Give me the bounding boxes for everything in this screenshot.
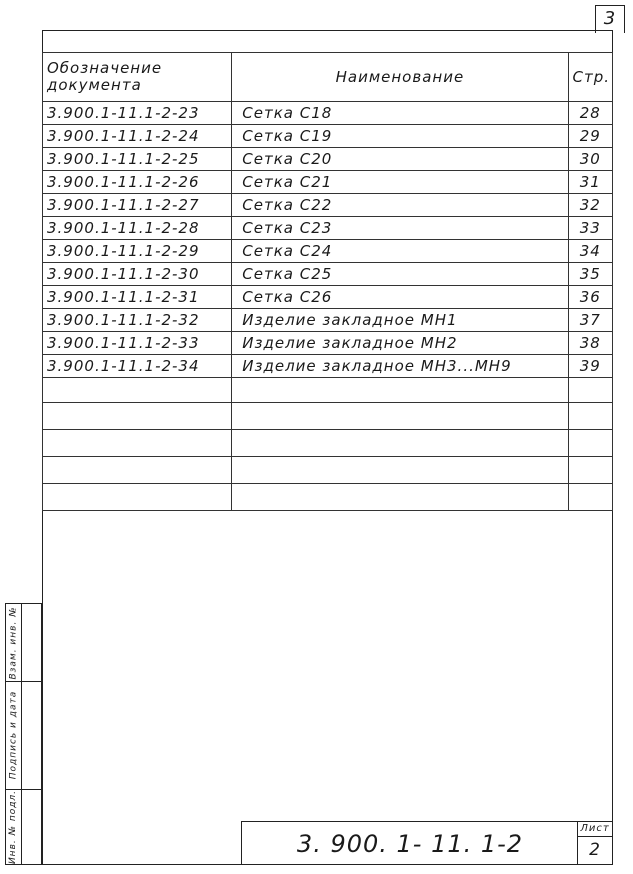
row-designation: 3.900.1-11.1-2-26 (43, 171, 232, 194)
empty-cell (568, 484, 613, 511)
row-page: 39 (568, 355, 613, 378)
row-page: 37 (568, 309, 613, 332)
row-name: Сетка С25 (232, 263, 568, 286)
row-designation: 3.900.1-11.1-2-25 (43, 148, 232, 171)
empty-cell (232, 430, 568, 457)
empty-cell (568, 403, 613, 430)
table-row (43, 148, 613, 171)
table-row (43, 263, 613, 286)
table-row (43, 194, 613, 217)
empty-table-row (43, 403, 613, 430)
table-row (43, 171, 613, 194)
empty-cell (232, 484, 568, 511)
row-name: Изделие закладное МН1 (232, 309, 568, 332)
header-name: Наименование (232, 53, 568, 102)
table-row (43, 332, 613, 355)
row-page: 31 (568, 171, 613, 194)
empty-cell (232, 403, 568, 430)
row-designation: 3.900.1-11.1-2-28 (43, 217, 232, 240)
row-name: Сетка С22 (232, 194, 568, 217)
row-name: Сетка С26 (232, 286, 568, 309)
row-designation: 3.900.1-11.1-2-32 (43, 309, 232, 332)
empty-table-row (43, 457, 613, 484)
sheet-cell (577, 822, 612, 864)
row-name: Сетка С21 (232, 171, 568, 194)
row-page: 38 (568, 332, 613, 355)
title-block-designation: 3. 900. 1- 11. 1-2 (296, 830, 524, 858)
empty-cell (568, 457, 613, 484)
row-designation: 3.900.1-11.1-2-30 (43, 263, 232, 286)
row-name: Сетка С23 (232, 217, 568, 240)
page-number: 3 (595, 5, 625, 33)
sheet-label: Лист (578, 822, 612, 837)
row-name: Сетка С20 (232, 148, 568, 171)
empty-cell (43, 484, 232, 511)
table-body (43, 102, 613, 511)
row-name: Сетка С24 (232, 240, 568, 263)
header-designation-line2: документа (47, 76, 142, 94)
row-page: 34 (568, 240, 613, 263)
inv-orig-label: Инв. № подл. (8, 789, 19, 864)
header-designation-line1: Обозначение (47, 59, 163, 77)
empty-cell (232, 378, 568, 403)
row-page: 30 (568, 148, 613, 171)
row-page: 33 (568, 217, 613, 240)
signature-date-label: Подпись и дата (8, 690, 19, 780)
row-name: Изделие закладное МН2 (232, 332, 568, 355)
row-name: Сетка С19 (232, 125, 568, 148)
table-row (43, 217, 613, 240)
row-designation: 3.900.1-11.1-2-34 (43, 355, 232, 378)
row-designation: 3.900.1-11.1-2-31 (43, 286, 232, 309)
empty-cell (43, 430, 232, 457)
side-stamp (5, 603, 42, 865)
empty-cell (43, 403, 232, 430)
row-designation: 3.900.1-11.1-2-24 (43, 125, 232, 148)
row-page: 29 (568, 125, 613, 148)
side-stamp-value-column (21, 604, 41, 864)
replaces-inv-label: Взам. инв. № (8, 605, 19, 680)
row-page: 28 (568, 102, 613, 125)
empty-cell (43, 378, 232, 403)
empty-table-row (43, 430, 613, 457)
contents-table (42, 52, 613, 511)
table-row (43, 286, 613, 309)
empty-cell (43, 457, 232, 484)
row-name: Изделие закладное МН3...МН9 (232, 355, 568, 378)
empty-cell (232, 457, 568, 484)
title-block (241, 821, 613, 865)
table-row (43, 355, 613, 378)
table-row (43, 240, 613, 263)
row-designation: 3.900.1-11.1-2-33 (43, 332, 232, 355)
table-header-row (43, 53, 613, 102)
table-row (43, 102, 613, 125)
empty-cell (568, 378, 613, 403)
row-designation: 3.900.1-11.1-2-27 (43, 194, 232, 217)
empty-table-row (43, 484, 613, 511)
row-page: 35 (568, 263, 613, 286)
empty-table-row (43, 378, 613, 403)
table-row (43, 125, 613, 148)
row-page: 36 (568, 286, 613, 309)
row-name: Сетка С18 (232, 102, 568, 125)
header-designation (43, 53, 232, 102)
sheet-number: 2 (589, 840, 601, 860)
row-designation: 3.900.1-11.1-2-29 (43, 240, 232, 263)
row-designation: 3.900.1-11.1-2-23 (43, 102, 232, 125)
header-page: Стр. (568, 53, 613, 102)
table-row (43, 309, 613, 332)
row-page: 32 (568, 194, 613, 217)
empty-cell (568, 430, 613, 457)
